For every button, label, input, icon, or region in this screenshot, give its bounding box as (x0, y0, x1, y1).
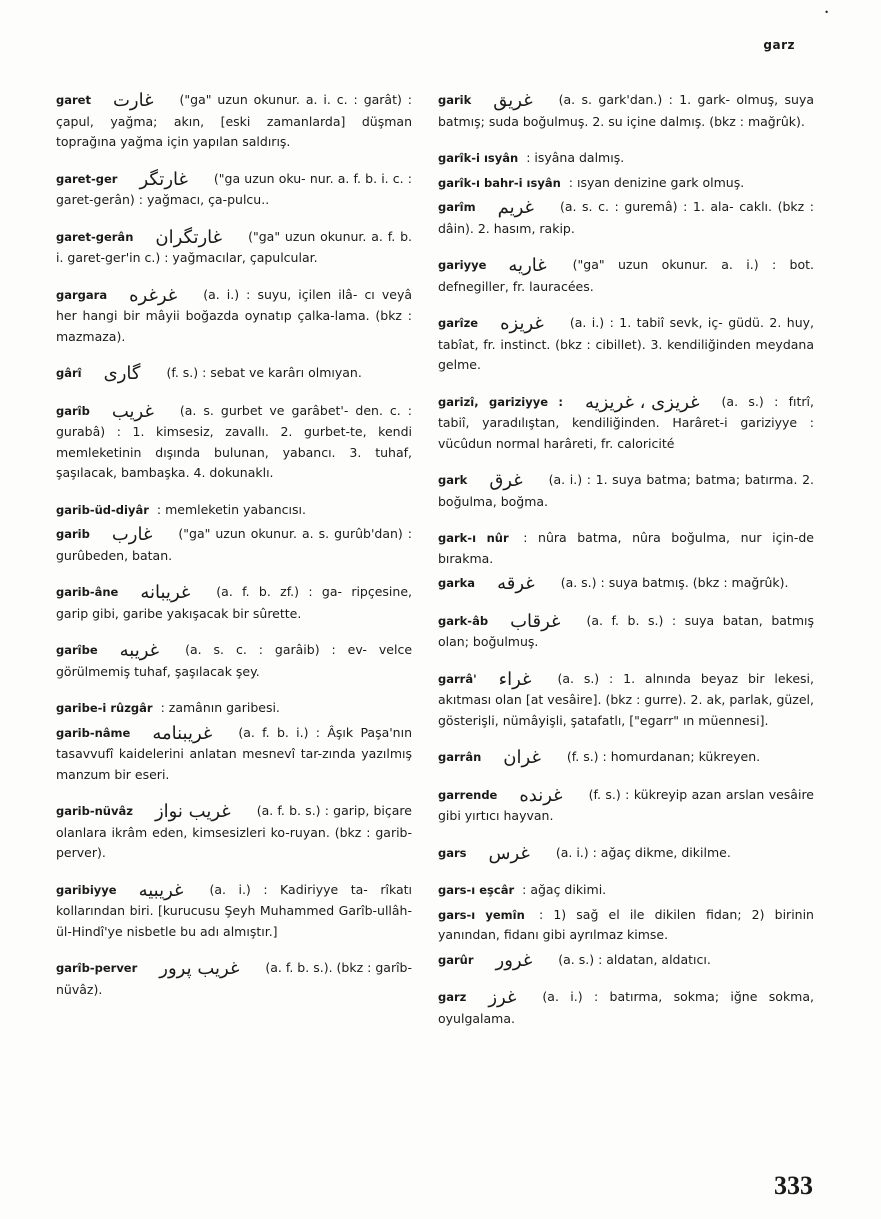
entry-grammar: ("ga uzun oku- (213, 170, 306, 186)
entry-headword: gars-ı eşcâr (438, 883, 515, 897)
entry-headword: garîk-ı bahr-i ısyân (438, 175, 561, 190)
dictionary-entry (438, 470, 814, 512)
entry-headword: garîb-perver (56, 961, 138, 975)
entry-definition: olmıyan. (308, 365, 362, 380)
dictionary-entry (56, 401, 412, 484)
entry-headword: garizî, gariziyye : (438, 394, 563, 409)
entry-definition: bir lekesi, akıtması olan [at vesâire]. (bkz : gurre). 2. ak, parlak, güzel, gösterişli, nümâyişli, şatafatlı, ["egarr" ın müennesi]. (438, 670, 814, 728)
dictionary-entry (438, 950, 814, 972)
dictionary-entry (438, 987, 814, 1029)
dictionary-entry (56, 640, 412, 682)
entry-definition: den. c. : gurabâ) : 1. kimsesiz, zavallı. 2. gurbet-te, kendi memleketinin dışında bulunan, yabancı. 3. tuhaf, şaşılacak, bambaşka. 4. dokunaklı. (56, 402, 412, 480)
entry-definition: güdü. 2. huy, tabîat, fr. instinct. (bkz : cibillet). 3. kendiliğinden meydana gelme. (438, 315, 815, 372)
entry-headword: gark (438, 473, 468, 487)
entry-arabic-script: غارتگر (139, 168, 188, 190)
entry-definition: velce görülmemiş tuhaf, şaşılacak şey. (56, 642, 413, 679)
entry-grammar: : (538, 906, 544, 922)
dictionary-entry (438, 173, 814, 194)
entry-headword: garîbe (56, 643, 98, 657)
entry-definition: ısyan denizine gark olmuş. (576, 174, 745, 190)
entry-definition: i.) : bot. defnegiller, fr. lauracées. (438, 257, 814, 294)
entry-arabic-script: غرقاب (510, 610, 561, 632)
entry-headword: garrâ' (438, 671, 477, 686)
dictionary-entry (438, 785, 814, 827)
entry-headword: garib-nüvâz (56, 804, 133, 818)
dictionary-entry (438, 843, 814, 865)
entry-definition: memleketin yabancısı. (165, 501, 306, 517)
entry-grammar: (a. f. b. zf.) : ga- (216, 584, 342, 599)
entry-grammar: (a. s.) : suya batmış. (bkz : (560, 575, 728, 590)
entry-definition: garât) : çapul, yağma; akın, [eski zamanlarda] düşman toprağına yağma için yapılan saldırış. (56, 92, 412, 149)
entry-arabic-script: غریم (497, 197, 534, 218)
dictionary-entry (438, 197, 814, 239)
entry-grammar: (a. s.) : aldatan, aldatıcı. (558, 951, 711, 967)
dictionary-entry (56, 698, 412, 719)
entry-definition: olmuş, suya batmış; suda boğulmuş. 2. su içine dalmış. (bkz : mağrûk). (438, 92, 814, 129)
entry-arabic-script: غرور (495, 949, 533, 971)
entry-grammar: (a. i.) : batırma, sokma; iğne (542, 989, 758, 1004)
entry-grammar: : (526, 150, 531, 165)
entry-headword: garka (438, 576, 476, 590)
entry-arabic-script: غرق (489, 470, 523, 491)
entry-grammar: (a. f. b. s.) : suya batan, (586, 612, 763, 628)
entry-arabic-script: غریزه (500, 313, 544, 334)
dictionary-entry (438, 880, 814, 901)
running-head: garz (763, 38, 795, 52)
entry-arabic-script: گاری (103, 363, 141, 384)
entry-grammar: (a. s. gurbet ve garâbet'- (179, 402, 349, 418)
entry-definition: nur. a. f. b. i. c. : garet-gerân) : yağmacı, ça-pulcu.. (56, 170, 412, 207)
entry-headword: garz (438, 990, 467, 1004)
entry-headword: garîk-i ısyân (438, 151, 519, 165)
entry-definition: (a. s.) : fıtrî, tabiî, yaradılıştan, kendiliğinden. Harâret-i gariziyye : vücûdun normal harâreti, fr. caloricité (438, 393, 814, 451)
dictionary-entry (56, 958, 412, 1000)
dictionary-entry (56, 880, 412, 943)
entry-arabic-script: غریق (493, 90, 533, 111)
entry-headword: gariyye (438, 258, 487, 272)
entry-headword: garib-âne (56, 585, 119, 599)
entry-definition: batırma. 2. boğulma, boğma. (438, 472, 814, 509)
dictionary-entry (56, 500, 412, 521)
entry-definition: ağaç dikimi. (530, 882, 607, 897)
dictionary-entry (56, 723, 412, 786)
dictionary-entry (438, 90, 814, 132)
entry-grammar: : (156, 501, 162, 517)
entry-headword: garibiyye (56, 882, 117, 897)
entry-definition: nûra batma, nûra boğulma, nur için-de bırakma. (438, 530, 814, 566)
entry-arabic-script: غران (503, 747, 541, 768)
entry-headword: garibe-i rûzgâr (56, 701, 153, 715)
dictionary-entry (438, 528, 814, 569)
entry-definition: cı veyâ her hangi bir mâyii boğazda oynatıp çalka-lama. (bkz : mazmaza). (56, 286, 412, 344)
entry-headword: garet-gerân (56, 229, 134, 244)
entry-arabic-script: غریبیه (138, 879, 184, 901)
entry-headword: garet-ger (56, 171, 118, 186)
corner-mark: • (824, 8, 829, 17)
entry-grammar: (a. i.) : ağaç dikme, dikilme. (555, 844, 731, 860)
entry-grammar: (a. s. c. : guremâ) : 1. ala- (559, 199, 734, 214)
entry-arabic-script: غاریه (508, 255, 547, 276)
dictionary-entry (56, 363, 412, 385)
dictionary-entry (438, 747, 814, 769)
entry-grammar: (a. f. b. i.) : Âşık (238, 724, 354, 740)
dictionary-entry (56, 285, 412, 348)
entry-headword: gark-ı nûr (438, 531, 509, 545)
entry-arabic-script: غریب نواز (154, 801, 231, 822)
entry-arabic-script: غریبه (119, 640, 160, 661)
dictionary-entry (56, 801, 412, 864)
dictionary-entry (438, 669, 814, 732)
entry-grammar: (a. i.) : 1. suya batma; batma; (548, 472, 741, 487)
entry-headword: gark-âb (438, 613, 489, 628)
dictionary-entry (438, 255, 814, 297)
entry-grammar: (a. f. b. s.). (265, 960, 333, 975)
left-column (56, 90, 412, 1016)
entry-definition: rîkatı kollarından biri. [kurucusu Şeyh Muhammed Garîb-ullâh-ül-Hindî'ye nisbetle bu adı almıştır.] (56, 881, 412, 939)
entry-definition: mağrûk). (731, 575, 789, 590)
entry-grammar: : (568, 174, 573, 190)
entry-arabic-script: غرقه (497, 573, 535, 594)
entry-definition: batmış olan; boğulmuş. (438, 612, 814, 649)
page-number: 333 (774, 1171, 813, 1200)
entry-grammar: (f. s.) : kükreyip (588, 786, 688, 802)
entry-arabic-script: غارت (112, 90, 154, 111)
entry-arabic-script: غریب (111, 400, 154, 422)
entry-definition: gurûb'dan) : gurûbeden, batan. (56, 526, 412, 563)
entry-grammar: (a. s.) : 1. alnında beyaz (557, 670, 739, 686)
dictionary-entry (438, 313, 814, 376)
entry-arabic-script: غراء (498, 668, 532, 690)
dictionary-entry (438, 392, 814, 455)
dictionary-entry (438, 573, 814, 595)
entry-definition: ripçesine, garip gibi, garibe yakışacak bir sûrette. (56, 584, 412, 621)
entry-arabic-script: غریزی ، غریزیه (584, 391, 700, 413)
entry-grammar: : (160, 700, 165, 715)
dictionary-entry (438, 148, 814, 169)
right-column (438, 90, 814, 1045)
entry-headword: gârî (56, 366, 82, 380)
entry-definition: okunur. a. f. b. i. garet-ger'in c.) : yağmacılar, çapulcular. (56, 228, 412, 265)
entry-headword: garîm (438, 200, 476, 214)
dictionary-entry (56, 169, 412, 211)
entry-headword: garib-üd-diyâr (56, 502, 149, 517)
entry-arabic-script: غرس (488, 842, 530, 864)
entry-definition: isyâna dalmış. (534, 150, 625, 165)
entry-headword: gars (438, 845, 467, 860)
entry-definition: azan arslan vesâire gibi yırtıcı hayvan. (438, 786, 814, 823)
entry-grammar: (a. i.) : Kadiriyye ta- (209, 881, 368, 897)
entry-grammar: ("ga" uzun okunur. a. (572, 257, 733, 272)
entry-grammar: (a. i.) : 1. tabiî sevk, iç- (569, 315, 723, 330)
entry-headword: gargara (56, 287, 108, 302)
entry-arabic-script: غارب (111, 524, 153, 545)
dictionary-entry (438, 611, 814, 653)
entry-definition: Paşa'nın tasavvufî kaidelerini anlatan mesnevî tar-zında yazılmış manzum bir eseri. (56, 724, 412, 782)
dictionary-entry (56, 227, 412, 269)
entry-definition: garip, biçare olanlara ikrâm eden, kimsesizleri ko-ruyan. (bkz : garib-perver). (56, 803, 412, 860)
entry-headword: garrân (438, 750, 482, 764)
entry-arabic-script: غرنده (519, 784, 563, 806)
entry-arabic-script: غریبانه (140, 582, 191, 603)
entry-grammar: (f. s.) : homurdanan; kükreyen. (566, 749, 761, 764)
entry-definition: sokma, oyulgalama. (438, 989, 814, 1026)
entry-grammar: (a. f. b. s.) : (256, 803, 329, 818)
entry-arabic-script: غرغره (129, 284, 178, 306)
entry-headword: garrende (438, 787, 498, 802)
entry-headword: garîb (56, 403, 90, 418)
entry-grammar: (a. i.) : suyu, içilen ilâ- (203, 286, 358, 302)
entry-grammar: ("ga" uzun okunur. a. i. c. : (179, 92, 358, 107)
entry-definition: caklı. (bkz : dâin). 2. hasım, rakip. (438, 199, 814, 236)
dictionary-entry (56, 524, 412, 566)
entry-definition: 1) sağ el ile dikilen fidan; 2) birinin yanından, fidanı gibi ayrılmaz kimse. (438, 906, 814, 942)
entry-grammar: (a. s. gark'dan.) : 1. gark- (558, 92, 730, 107)
dictionary-entry (438, 905, 814, 946)
entry-definition: (bkz : garîb-nüvâz). (56, 960, 412, 997)
entry-headword: garik (438, 93, 472, 107)
dictionary-entry (56, 90, 412, 153)
entry-grammar: (a. s. c. : garâib) : ev- (185, 642, 367, 657)
entry-headword: garîze (438, 316, 479, 330)
entry-arabic-script: غریبنامه (152, 722, 213, 744)
entry-headword: garet (56, 93, 91, 107)
dictionary-entry (56, 582, 412, 624)
entry-headword: garib (56, 527, 90, 541)
entry-grammar: (f. s.) : sebat ve karârı (166, 365, 305, 380)
entry-arabic-script: غارتگران (155, 226, 223, 248)
entry-headword: garib-nâme (56, 725, 131, 740)
entry-grammar: ("ga" uzun (248, 228, 316, 244)
entry-arabic-script: غریب پرور (159, 958, 240, 979)
entry-grammar: : (523, 530, 528, 545)
entry-grammar: ("ga" uzun okunur. a. s. (178, 526, 330, 541)
entry-headword: garûr (438, 952, 474, 967)
entry-definition: zamânın garibesi. (168, 700, 280, 715)
entry-headword: gars-ı yemîn (438, 907, 525, 922)
entry-arabic-script: غرز (488, 987, 517, 1008)
entry-grammar: : (522, 882, 527, 897)
